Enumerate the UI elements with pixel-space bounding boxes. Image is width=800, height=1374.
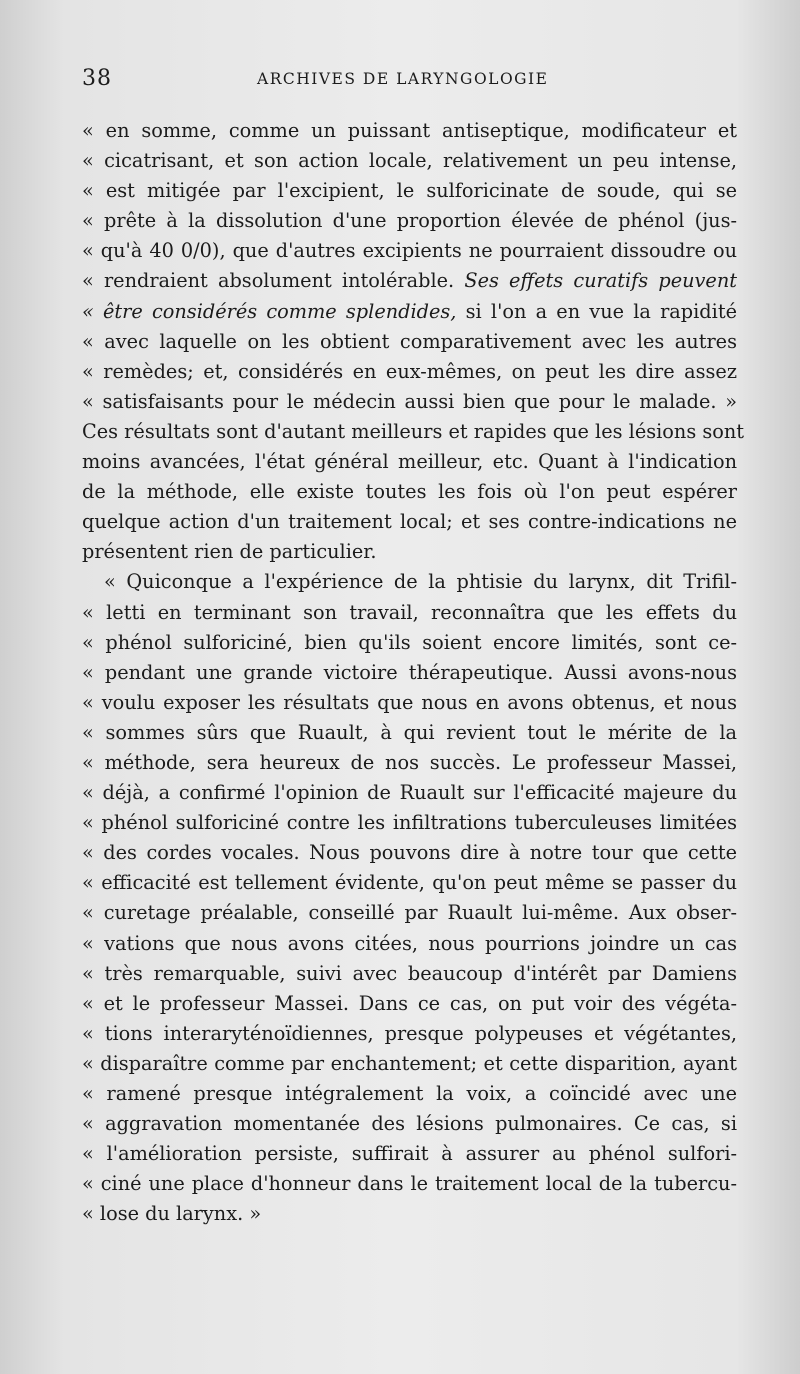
text-line: « l'amélioration persiste, suffirait à assurer au phénol sulfori- [82,1142,737,1166]
page-number: 38 [82,66,112,91]
page-header [82,62,742,96]
text-line: « lose du larynx. » [82,1202,262,1226]
italic-segment: Ses effets curatifs peuvent [464,269,737,293]
text-line: « méthode, sera heureux de nos succès. Le professeur Massei, [82,750,737,774]
text-line: « des cordes vocales. Nous pouvons dire à notre tour que cette [82,841,737,865]
text-line: présentent rien de particulier. [82,540,377,564]
text-line: « cicatrisant, et son action locale, relativement un peu intense, [82,149,737,173]
text-line-mixed [82,266,737,296]
text-line: « satisfaisants pour le médecin aussi bien que pour le malade. » [82,389,737,413]
text-line: « letti en terminant son travail, reconnaîtra que les effets du [82,600,737,624]
text-line: « est mitigée par l'excipient, le sulforicinate de soude, qui se [82,179,737,203]
text-line: « phénol sulforiciné, bien qu'ils soient encore limités, sont ce- [82,630,737,654]
text-line: moins avancées, l'état général meilleur, etc. Quant à l'indication [82,450,737,474]
text-line: « vations que nous avons citées, nous pourrions joindre un cas [82,931,737,955]
text-segment: si l'on a en vue la rapidité [465,299,737,323]
text-line: de la méthode, elle existe toutes les fois où l'on peut espérer [82,480,737,504]
italic-segment: « être considérés comme splendides, [82,299,457,323]
text-line: « qu'à 40 0/0), que d'autres excipients ne pourraient dissoudre ou [82,239,737,263]
text-line: « avec laquelle on les obtient comparativement avec les autres [82,329,737,353]
text-line: « remèdes; et, considérés en eux-mêmes, on peut les dire assez [82,359,737,383]
text-line: « phénol sulforiciné contre les infiltrations tuberculeuses limitées [82,811,737,835]
text-line: « en somme, comme un puissant antiseptique, modificateur et [82,119,737,142]
text-line: « curetage préalable, conseillé par Ruault lui-même. Aux obser- [82,901,737,925]
body-text [82,116,745,1229]
text-line: « disparaître comme par enchantement; et cette disparition, ayant [82,1051,737,1075]
running-title: ARCHIVES DE LARYNGOLOGIE [257,70,549,88]
text-line: « Quiconque a l'expérience de la phtisie du larynx, dit Trifil- [104,570,737,594]
text-line: « pendant une grande victoire thérapeutique. Aussi avons-nous [82,660,737,684]
text-line: « déjà, a confirmé l'opinion de Ruault sur l'efficacité majeure du [82,781,737,805]
text-segment: « rendraient absolument intolérable. [82,269,455,293]
text-line: « et le professeur Massei. Dans ce cas, on put voir des végéta- [82,991,737,1015]
text-line: Ces résultats sont d'autant meilleurs et rapides que les lésions sont [82,419,745,443]
text-line: quelque action d'un traitement local; et ses contre-indications ne [82,510,737,534]
text-line-mixed [82,297,737,327]
text-line: « très remarquable, suivi avec beaucoup d'intérêt par Damiens [82,961,737,985]
text-line: « efficacité est tellement évidente, qu'on peut même se passer du [82,871,737,895]
text-line: « prête à la dissolution d'une proportion élevée de phénol (jus- [82,209,737,233]
text-line: « sommes sûrs que Ruault, à qui revient tout le mérite de la [82,720,737,744]
text-line: « ramené presque intégralement la voix, a coïncidé avec une [82,1082,737,1105]
text-line: « tions interaryténoïdiennes, presque polypeuses et végétantes, [82,1021,737,1045]
text-line: « voulu exposer les résultats que nous en avons obtenus, et nous [82,690,737,714]
text-line: « ciné une place d'honneur dans le traitement local de la tubercu- [82,1172,737,1196]
text-line: « aggravation momentanée des lésions pulmonaires. Ce cas, si [82,1112,737,1136]
